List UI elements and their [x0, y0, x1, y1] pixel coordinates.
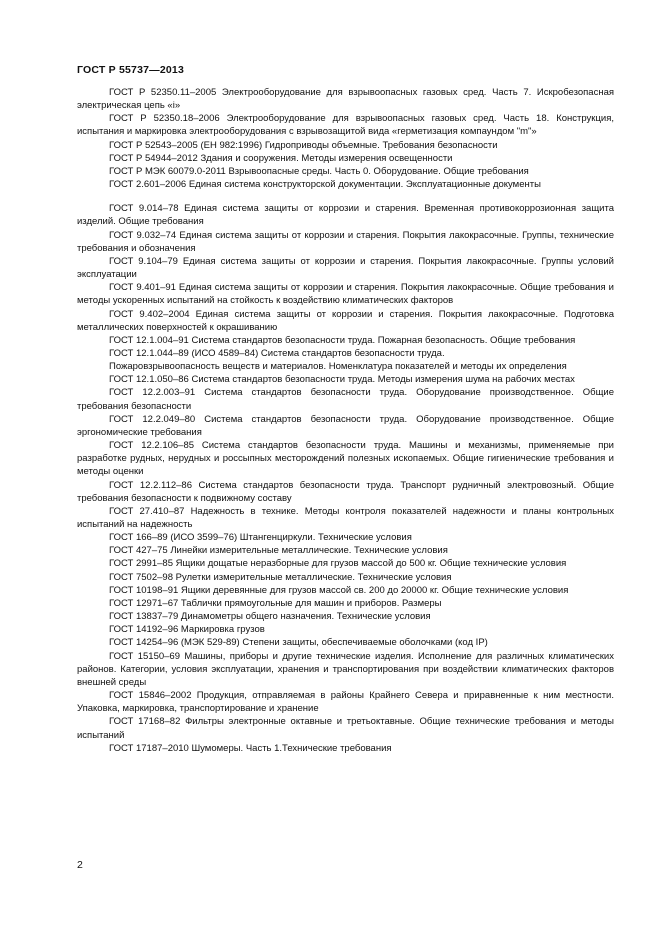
reference-item: ГОСТ Р МЭК 60079.0-2011 Взрывоопасные среды. Часть 0. Оборудование. Общие требования [109, 165, 529, 177]
reference-item: ГОСТ 17168–82 Фильтры электронные октавные и третьоктавные. Общие технические требования и методы испытаний [77, 716, 614, 741]
reference-item: ГОСТ 12971–67 Таблички прямоугольные для машин и приборов. Размеры [109, 597, 442, 609]
reference-item: ГОСТ 14192–96 Маркировка грузов [109, 624, 265, 636]
reference-item: ГОСТ 2991–85 Ящики дощатые неразборные для грузов массой до 500 кг. Общие технические условия [109, 558, 567, 570]
reference-item: ГОСТ 12.2.112–86 Система стандартов безопасности труда. Транспорт рудничный электровозный. Общие требования безопасности к подвижному составу [77, 479, 614, 504]
reference-item: ГОСТ Р 52350.11–2005 Электрооборудование для взрывоопасных газовых сред. Часть 7. Искробезопасная электрическая цепь «i» [77, 87, 614, 112]
reference-item: ГОСТ 27.410–87 Надежность в технике. Методы контроля показателей надежности и планы контрольных испытаний на надежность [77, 505, 614, 530]
reference-item: ГОСТ Р 52543–2005 (ЕН 982:1996) Гидроприводы объемные. Требования безопасности [109, 139, 498, 151]
reference-item: ГОСТ 12.2.106–85 Система стандартов безопасности труда. Машины и механизмы, применяемые при разработке рудных, нерудных и россыпных месторождений полезных ископаемых. Общие гигиенические требования и методы оценки [77, 440, 614, 478]
page-number: 2 [77, 859, 83, 871]
normative-references-list [77, 86, 614, 755]
reference-item: ГОСТ 9.402–2004 Единая система защиты от коррозии и старения. Покрытия лакокрасочные. Подготовка металлических поверхностей к окрашиванию [77, 308, 614, 333]
reference-item: ГОСТ 15846–2002 Продукция, отправляемая в районы Крайнего Севера и приравненные к ним местности. Упаковка, маркировка, транспортирование и хранение [77, 690, 614, 715]
reference-item: ГОСТ 7502–98 Рулетки измерительные металлические. Технические условия [109, 571, 452, 583]
reference-item: ГОСТ 9.104–79 Единая система защиты от коррозии и старения. Покрытия лакокрасочные. Группы условий эксплуатации [77, 255, 614, 281]
reference-item: ГОСТ 9.032–74 Единая система защиты от коррозии и старения. Покрытия лакокрасочные. Группы, технические требования и обозначения [77, 229, 614, 254]
reference-item: ГОСТ 427–75 Линейки измерительные металлические. Технические условия [109, 545, 448, 557]
reference-item: Пожаровзрывоопасность веществ и материалов. Номенклатура показателей и методы их определения [109, 361, 567, 373]
reference-item: ГОСТ 166–89 (ИСО 3599–76) Штангенциркули. Технические условия [109, 532, 412, 544]
reference-item: ГОСТ 15150–69 Машины, приборы и другие технические изделия. Исполнение для различных климатических районов. Категории, условия эксплуатации, хранения и транспортирования при воздействии климатических факторов внешней среды [77, 650, 614, 688]
reference-item: ГОСТ Р 52350.18–2006 Электрооборудование для взрывоопасных газовых сред. Часть 18. Конструкция, испытания и маркировка электрооборудования с взрывозащитой вида «герметизация компаундом "m"» [77, 113, 614, 138]
reference-item: ГОСТ 12.1.004–91 Система стандартов безопасности труда. Пожарная безопасность. Общие требования [109, 334, 576, 346]
reference-item: ГОСТ 12.2.049–80 Система стандартов безопасности труда. Оборудование производственное. Общие эргономические требования [77, 413, 614, 438]
reference-item: ГОСТ 12.1.050–86 Система стандартов безопасности труда. Методы измерения шума на рабочих местах [109, 374, 575, 386]
reference-item: ГОСТ 17187–2010 Шумомеры. Часть 1.Технические требования [109, 742, 392, 754]
reference-item: ГОСТ 10198–91 Ящики деревянные для грузов массой св. 200 до 20000 кг. Общие технические условия [109, 584, 569, 596]
document-header: ГОСТ Р 55737—2013 [77, 64, 185, 76]
reference-item: ГОСТ 12.1.044–89 (ИСО 4589–84) Система стандартов безопасности труда. [109, 347, 445, 359]
reference-item: ГОСТ 13837–79 Динамометры общего назначения. Технические условия [109, 611, 431, 623]
reference-item: ГОСТ 12.2.003–91 Система стандартов безопасности труда. Оборудование производственное. Общие требования безопасности [77, 387, 614, 412]
reference-item: ГОСТ 14254–96 (МЭК 529-89) Степени защиты, обеспечиваемые оболочками (код IP) [109, 637, 488, 649]
reference-item: ГОСТ 2.601–2006 Единая система конструкторской документации. Эксплуатационные документы [109, 179, 541, 191]
reference-item: ГОСТ 9.014–78 Единая система защиты от коррозии и старения. Временная противокоррозионная защита изделий. Общие требования [77, 203, 614, 228]
reference-item: ГОСТ 9.401–91 Единая система защиты от коррозии и старения. Покрытия лакокрасочные. Общие требования и методы ускоренных испытаний на стойкость к воздействию климатических факторов [77, 282, 614, 307]
reference-item: ГОСТ Р 54944–2012 Здания и сооружения. Методы измерения освещенности [109, 152, 453, 164]
